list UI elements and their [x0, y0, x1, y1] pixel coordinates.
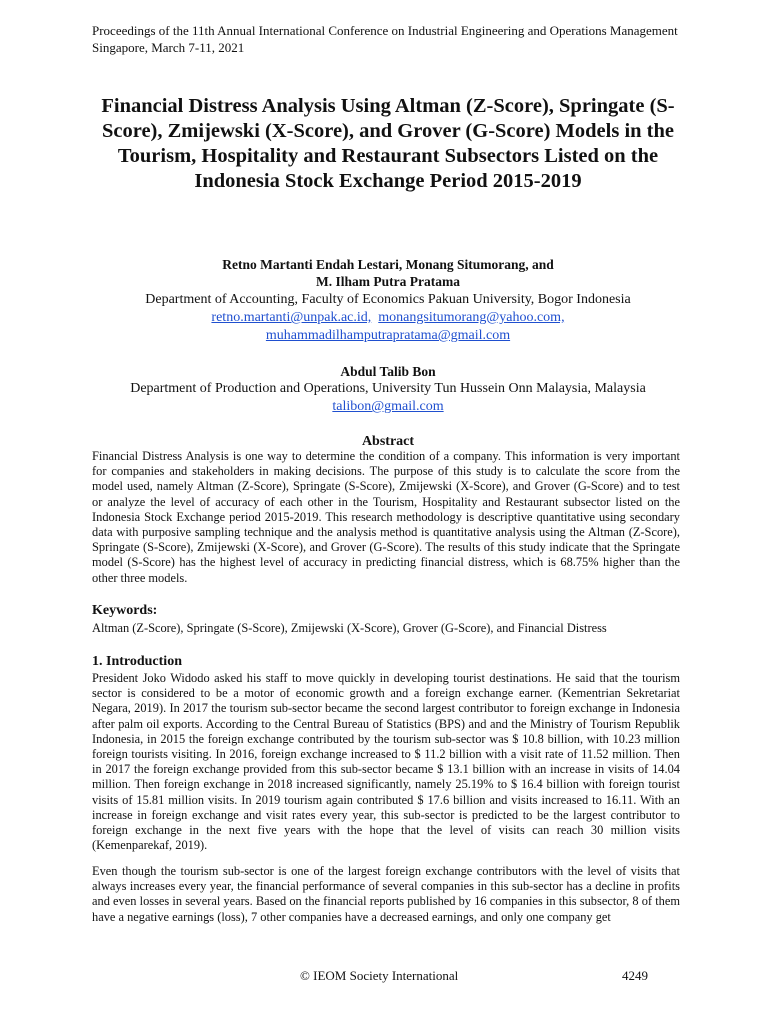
affiliation-1: Department of Accounting, Faculty of Economics Pakuan University, Bogor Indonesia: [145, 292, 631, 307]
author-names: [92, 256, 684, 290]
abstract-heading: Abstract: [361, 434, 415, 449]
header-location-date: Singapore, March 7-11, 2021: [92, 40, 245, 55]
abstract-text: Financial Distress Analysis is one way to determine the condition of a company. This information is very important for companies and stakeholders in making decisions. The purpose of this study is to calculate the score from the model used, namely Altman (Z-Score), Springate (S-Score), Zmijewski (X-Score), and Grover (G-Score) and to test or analyze the level of accuracy of each other in the Tourism, Hospitality and Restaurant subsector listed on the Indonesia Stock Exchange period 2015-2019. This research methodology is descriptive quantitative using secondary data with purposive sampling technique and the analysis method is quantitative analysis using the Altman (Z-Score), Springate (S-Score), Zmijewski (X-Score), and Grover (G-Score). The results of this study indicate that the Springate model (S-Score) has the highest level of accuracy in predicting financial distress, which is 68.75% higher than the other three models.: [92, 449, 680, 585]
affiliation-2: Department of Production and Operations, University Tun Hussein Onn Malaysia, Malaysia: [130, 381, 646, 396]
email-link-2[interactable]: monangsitumorang@yahoo.com,: [378, 310, 565, 325]
author-2-name: Abdul Talib Bon: [340, 364, 436, 379]
paper-title: Financial Distress Analysis Using Altman (Z-Score), Springate (S-Score), Zmijewski (X-Score), and Grover (G-Score) Models in the Tourism, Hospitality and Restaurant Subsectors Listed on the Indonesia Stock Exchange Period 2015-2019: [101, 95, 675, 192]
keywords-heading: Keywords:: [92, 603, 158, 618]
email-link-1[interactable]: retno.martanti@unpak.ac.id,: [211, 310, 372, 325]
header-conference: Proceedings of the 11th Annual International Conference on Industrial Engineering and Operations Management: [92, 23, 678, 38]
footer-copyright: © IEOM Society International: [300, 968, 459, 983]
author-names-line2: M. Ilham Putra Pratama: [316, 274, 460, 289]
author-names-line1: Retno Martanti Endah Lestari, Monang Situmorang, and: [222, 257, 554, 272]
introduction-paragraph-1: President Joko Widodo asked his staff to move quickly in developing tourist destinations. He said that the tourism sector is considered to be a motor of economic growth and a foreign exchange earner. (Kementrian Sekretariat Negara, 2019). In 2017 the tourism sub-sector became the second largest contributor to foreign exchange in Indonesia after palm oil exports. According to the Central Bureau of Statistics (BPS) and and the Ministry of Tourism Republik Indonesia, in 2015 the foreign exchange contributed by the tourism sub-sector was $ 10.8 billion, with 10.23 million foreign tourists visiting. In 2016, foreign exchange increased to $ 11.2 billion with a visit rate of 11.52 million. Then in 2017 the foreign exchange provided from this sub-sector became $ 13.1 billion with an increase in visits of 14.04 million. Then foreign exchange in 2018 increased significantly, namely 25.19% to $ 16.4 billion with foreign tourist visits of 15.81 million visits. In 2019 tourism again contributed $ 17.6 billion and visits increased to 16.11. With an increase in foreign exchange and visit rates every year, this sub-sector is predicted to be the largest contributor to foreign exchange in the next five years with the hope that the level of visits can reach 30 million visits (Kemenparekaf, 2019).: [92, 671, 680, 853]
running-header: [92, 22, 732, 56]
keywords-text: Altman (Z-Score), Springate (S-Score), Zmijewski (X-Score), Grover (G-Score), and Financial Distress: [92, 621, 607, 635]
email-link-4[interactable]: talibon@gmail.com: [332, 399, 444, 414]
introduction-paragraph-2: Even though the tourism sub-sector is one of the largest foreign exchange contributors with the level of visits that always increases every year, the financial performance of several companies in this sub-sector has a decline in profits and even losses in several years. Based on the financial reports published by 16 companies in this subsector, 8 of them have a negative earnings (loss), 7 other companies have a decreased earnings, and only one company get: [92, 864, 680, 924]
email-link-3[interactable]: muhammadilhamputrapratama@gmail.com: [265, 328, 511, 343]
author-2-email: [92, 398, 684, 416]
author-emails: [92, 309, 684, 345]
page-number: 4249: [622, 968, 648, 983]
introduction-heading: 1. Introduction: [92, 654, 182, 669]
